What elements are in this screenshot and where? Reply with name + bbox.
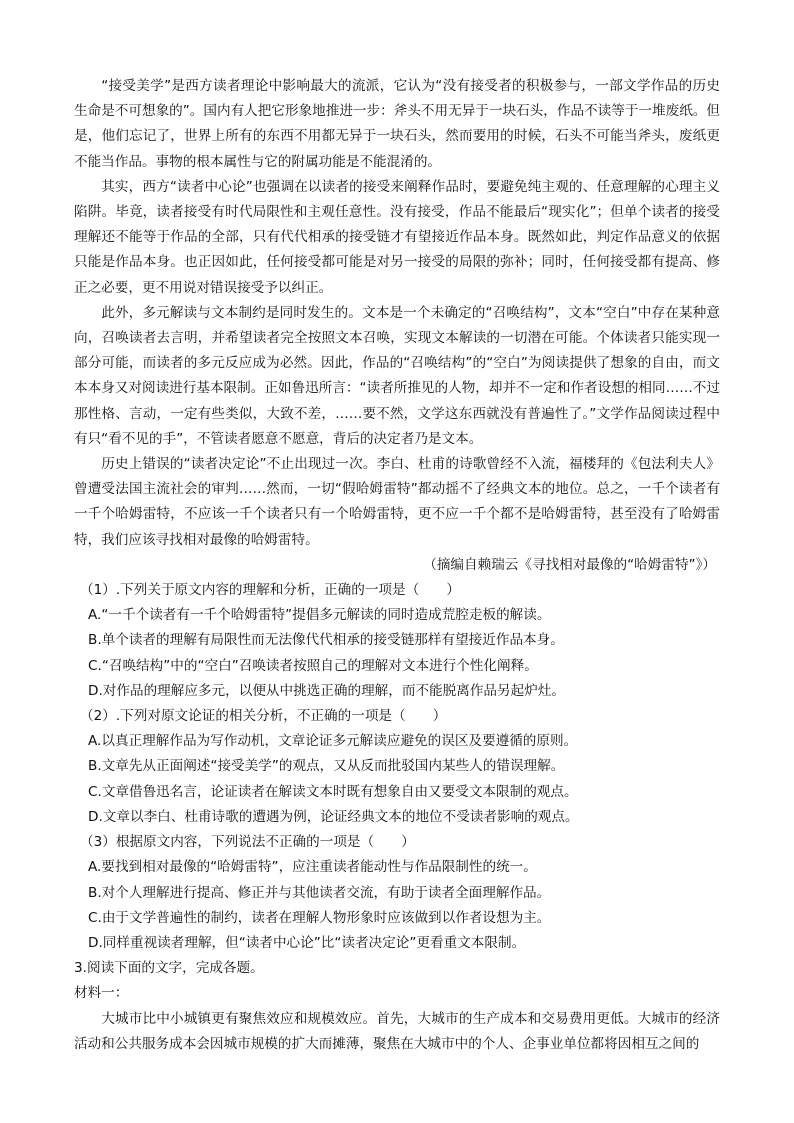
question-2 — [74, 704, 720, 830]
question-3-option-c: C.由于文学普遍性的制约，读者在理解人物形象时应该做到以作者设想为主。 — [88, 909, 551, 926]
article-paragraph-4: 历史上错误的“读者决定论”不止出现过一次。李白、杜甫的诗歌曾经不入流，福楼拜的《包法利夫人》曾遭受法国主流社会的审判……然而，一切“假哈姆雷特”都动摇不了经典文本的地位。总之，一千个读者有一千个哈姆雷特，不应该一千个读者只有一个哈姆雷特，更不应一千个都不是哈姆雷特，甚至没有了哈姆雷特，我们应该寻找相对最像的哈姆雷特。 — [74, 456, 720, 548]
article — [74, 74, 720, 578]
question-3-option-a: A.要找到相对最像的“哈姆雷特”，应注重读者能动性与作品限制性的统一。 — [88, 859, 537, 876]
question-2-option-a: A.以真正理解作品为写作动机，文章论证多元解读应避免的误区及要遵循的原则。 — [88, 733, 578, 750]
material-label: 材料一： — [74, 985, 129, 1002]
article-paragraph-2: 其实，西方“读者中心论”也强调在以读者的接受来阐释作品时，要避免纯主观的、任意理解的心理主义陷阱。毕竟，读者接受有时代局限性和主观任意性。没有接受，作品不能最后“现实化”；但单个读者的接受理解还不能等于作品的全部，只有代代相承的接受链才有望接近作品本身。既然如此，判定作品意义的依据只能是作品本身。也正因如此，任何接受都可能是对另一接受的局限的弥补；同时，任何接受都有提高、修正之必要，更不用说对错误接受予以纠正。 — [74, 178, 720, 296]
question-1-option-a: A.“一千个读者有一千个哈姆雷特”提倡多元解读的同时造成荒腔走板的解读。 — [88, 607, 551, 624]
question-2-stem: （2）.下列对原文论证的相关分析，不正确的一项是（ ） — [80, 708, 447, 725]
next-section-heading: 3.阅读下面的文字，完成各题。 — [74, 960, 264, 977]
question-2-option-c: C.文章借鲁迅名言，论证读者在解读文本时既有想象自由又要受文本限制的观点。 — [88, 783, 578, 800]
question-3-option-d: D.同样重视读者理解，但“读者中心论”比“读者决定论”更看重文本限制。 — [88, 934, 526, 951]
question-3 — [74, 830, 720, 956]
question-2-option-b: B.文章先从正面阐述“接受美学”的观点，又从反而批驳国内某些人的错误理解。 — [88, 758, 565, 775]
document-page — [74, 74, 720, 1057]
question-1-option-b: B.单个读者的理解有局限性而无法像代代相承的接受链那样有望接近作品本身。 — [88, 632, 564, 649]
question-3-option-b: B.对个人理解进行提高、修正并与其他读者交流，有助于读者全面理解作品。 — [88, 884, 551, 901]
question-3-stem: （3）根据原文内容，下列说法不正确的一项是（ ） — [80, 834, 415, 851]
question-1-option-c: C.“召唤结构”中的“空白”召唤读者按照自己的理解对文本进行个性化阐释。 — [88, 657, 538, 674]
article-paragraph-3: 此外，多元解读与文本制约是同时发生的。文本是一个未确定的“召唤结构”，文本“空白”中存在某种意向，召唤读者去言明，并希望读者完全按照文本召唤，实现文本解读的一切潜在可能。个体读者只能实现一部分可能，而读者的多元反应成为必然。因此，作品的“召唤结构”的“空白”为阅读提供了想象的自由，而文本本身又对阅读进行基本限制。正如鲁迅所言：“读者所推见的人物，却并不一定和作者设想的相同……不过那性格、言动，一定有些类似，大致不差，……要不然，文学这东西就没有普遍性了。”文学作品阅读过程中有只“看不见的手”，不管读者愿意不愿意，背后的决定者乃是文本。 — [74, 304, 720, 447]
question-1-option-d: D.对作品的理解应多元，以便从中挑选正确的理解，而不能脱离作品另起炉灶。 — [88, 682, 565, 699]
question-1 — [74, 578, 720, 704]
article-source: （摘编自赖瑞云《寻找相对最像的“哈姆雷特”》） — [423, 556, 716, 573]
article-paragraph-1: “接受美学”是西方读者理论中影响最大的流派，它认为“没有接受者的积极参与，一部文学作品的历史生命是不可想象的”。国内有人把它形象地推进一步：斧头不用无异于一块石头，作品不读等于一堆废纸。但是，他们忘记了，世界上所有的东西不用都无异于一块石头，然而要用的时候，石头不可能当斧头，废纸更不能当作品。事物的根本属性与它的附属功能是不能混淆的。 — [74, 78, 720, 170]
next-section — [74, 956, 720, 1057]
question-2-option-d: D.文章以李白、杜甫诗歌的遭遇为例，论证经典文本的地位不受读者影响的观点。 — [88, 808, 579, 825]
question-1-stem: （1）.下列关于原文内容的理解和分析，正确的一项是（ ） — [80, 582, 460, 599]
material-paragraph: 大城市比中小城镇更有聚焦效应和规模效应。首先，大城市的生产成本和交易费用更低。大城市的经济活动和公共服务成本会因城市规模的扩大而摊薄，聚焦在大城市中的个人、企事业单位都将因相互之间的 — [74, 1010, 720, 1052]
